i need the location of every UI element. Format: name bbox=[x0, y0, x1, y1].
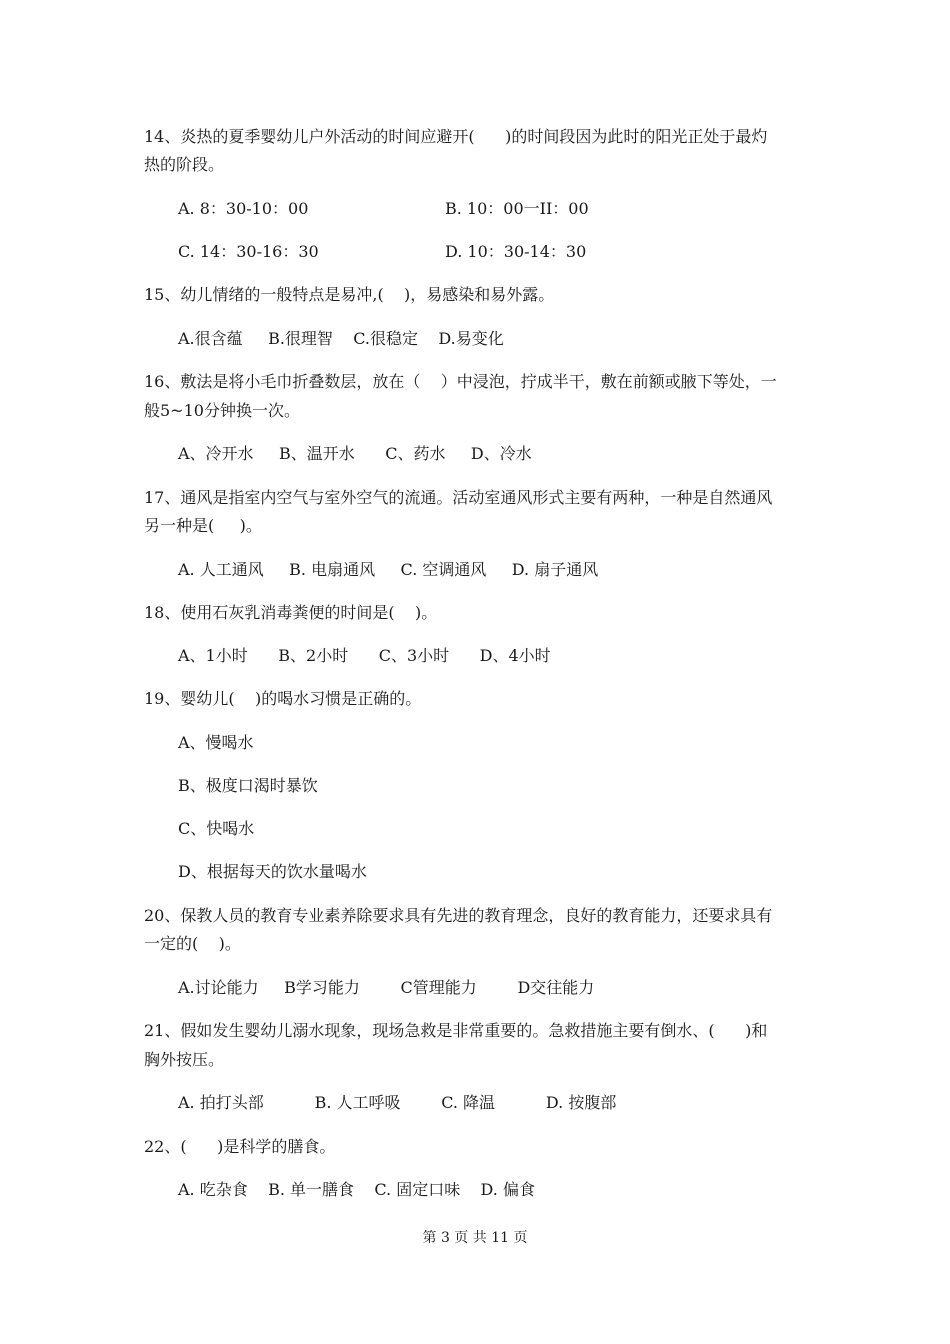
question-14-option-b: B. 10：00一II：00 bbox=[445, 199, 589, 218]
question-22-text: 22、( )是科学的膳食。 bbox=[144, 1137, 336, 1156]
question-21-options: A. 拍打头部 B. 人工呼吸 C. 降温 D. 按腹部 bbox=[178, 1093, 617, 1112]
question-20-options: A.讨论能力 B学习能力 C管理能力 D交往能力 bbox=[178, 978, 595, 997]
question-19-option-d: D、根据每天的饮水量喝水 bbox=[178, 862, 367, 881]
question-16-options: A、冷开水 B、温开水 C、药水 D、冷水 bbox=[178, 444, 532, 463]
page-footer: 第 3 页 共 11 页 bbox=[422, 1230, 528, 1246]
question-19-option-a: A、慢喝水 bbox=[178, 733, 254, 752]
question-19-option-c: C、快喝水 bbox=[178, 819, 255, 838]
question-18-text: 18、使用石灰乳消毒粪便的时间是( )。 bbox=[144, 603, 438, 622]
question-16-text-cont: 般5~10分钟换一次。 bbox=[144, 401, 300, 420]
question-18-options: A、1小时 B、2小时 C、3小时 D、4小时 bbox=[178, 646, 551, 665]
question-17-options: A. 人工通风 B. 电扇通风 C. 空调通风 D. 扇子通风 bbox=[178, 560, 599, 579]
question-19-text: 19、婴幼儿( )的喝水习惯是正确的。 bbox=[144, 689, 422, 708]
question-17-text-cont: 另一种是( )。 bbox=[144, 516, 262, 535]
question-21-text-cont: 胸外按压。 bbox=[144, 1050, 225, 1069]
question-16-text: 16、敷法是将小毛巾折叠数层，放在（ ）中浸泡，拧成半干，敷在前额或腋下等处，一 bbox=[144, 372, 777, 391]
question-14-option-a: A. 8：30-10：00 bbox=[178, 199, 309, 218]
question-15-text: 15、幼儿情绪的一般特点是易冲,( )，易感染和易外露。 bbox=[144, 285, 555, 304]
question-20-text-cont: 一定的( )。 bbox=[144, 934, 241, 953]
question-14-text-cont: 热的阶段。 bbox=[144, 155, 225, 174]
question-14-text: 14、炎热的夏季婴幼儿户外活动的时间应避开( )的时间段因为此时的阳光正处于最灼 bbox=[144, 127, 768, 146]
question-14-option-d: D. 10：30-14：30 bbox=[445, 242, 587, 261]
question-21-text: 21、假如发生婴幼儿溺水现象，现场急救是非常重要的。急救措施主要有倒水、( )和 bbox=[144, 1021, 768, 1040]
question-20-text: 20、保教人员的教育专业素养除要求具有先进的教育理念，良好的教育能力，还要求具有 bbox=[144, 906, 773, 925]
question-17-text: 17、通风是指室内空气与室外空气的流通。活动室通风形式主要有两种，一种是自然通风 bbox=[144, 488, 773, 507]
question-19-option-b: B、极度口渴时暴饮 bbox=[178, 776, 318, 795]
question-14-option-c: C. 14：30-16：30 bbox=[178, 242, 319, 261]
question-22-options: A. 吃杂食 B. 单一膳食 C. 固定口味 D. 偏食 bbox=[178, 1180, 535, 1199]
question-15-options: A.很含蕴 B.很理智 C.很稳定 D.易变化 bbox=[178, 329, 504, 348]
